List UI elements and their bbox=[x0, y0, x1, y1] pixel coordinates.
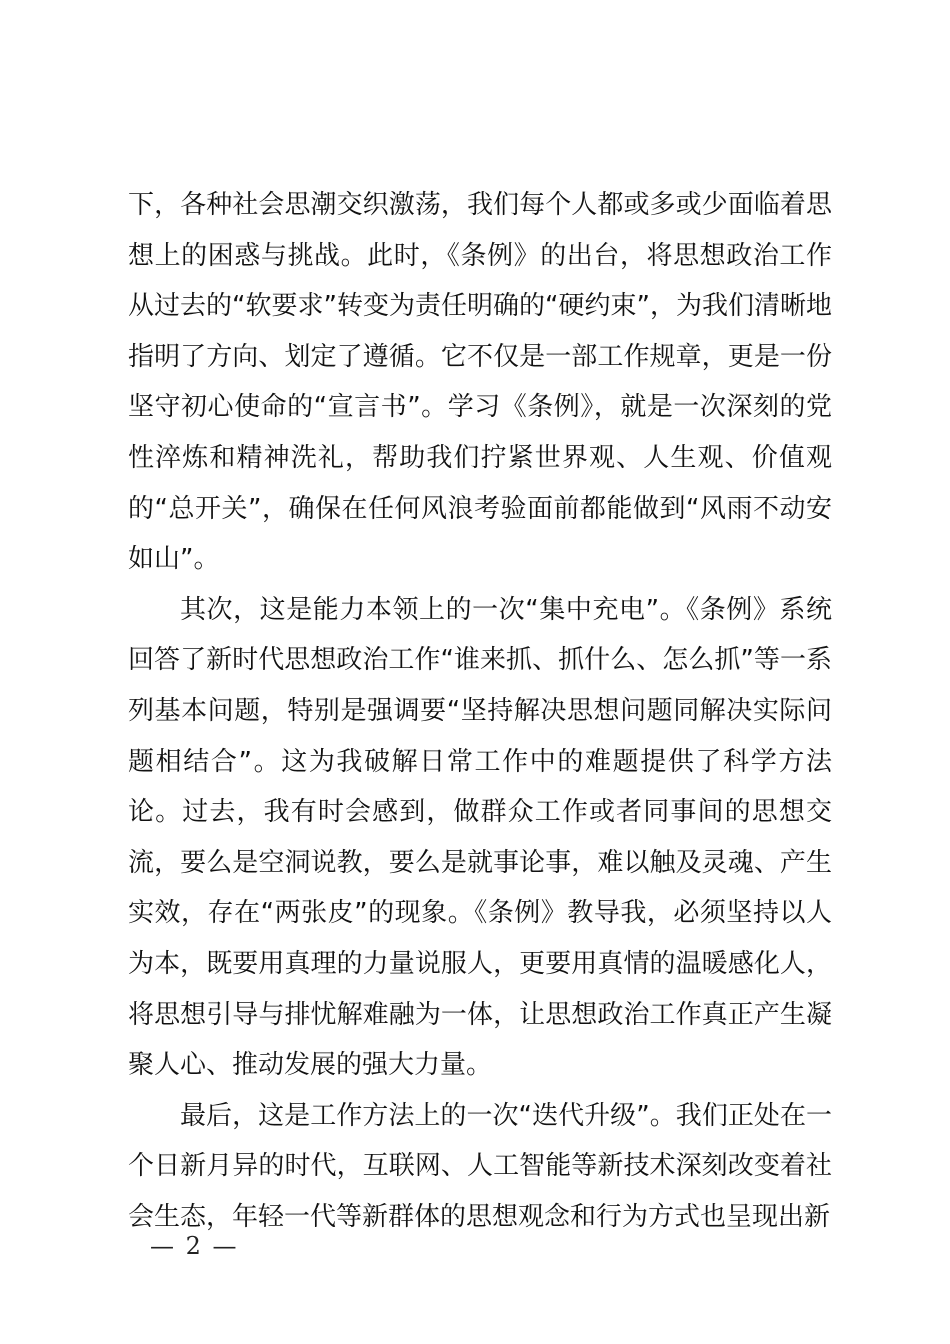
paragraph-second-point: 其次，这是能力本领上的一次“集中充电”。《条例》系统回答了新时代思想政治工作“谁来抓、抓什么、怎么抓”等一系列基本问题，特别是强调要“坚持解决思想问题同解决实际问题相结合”。这为我破解日常工作中的难题提供了科学方法论。过去，我有时会感到，做群众工作或者同事间的思想交流，要么是空洞说教，要么是就事论事，难以触及灵魂、产生实效，存在“两张皮”的现象。《条例》教导我，必须坚持以人为本，既要用真理的力量说服人，更要用真情的温暖感化人，将思想引导与排忧解难融为一体，让思想政治工作真正产生凝聚人心、推动发展的强大力量。 bbox=[128, 594, 832, 1081]
paragraph-last-point: 最后，这是工作方法上的一次“迭代升级”。我们正处在一个日新月异的时代，互联网、人工智能等新技术深刻改变着社会生态，年轻一代等新群体的思想观念和行为方式也呈现出新 bbox=[128, 1100, 832, 1232]
paragraph-continuation: 下，各种社会思潮交织激荡，我们每个人都或多或少面临着思想上的困惑与挑战。此时，《条例》的出台，将思想政治工作从过去的“软要求”转变为责任明确的“硬约束”，为我们清晰地指明了方向、划定了遵循。它不仅是一部工作规章，更是一份坚守初心使命的“宣言书”。学习《条例》，就是一次深刻的党性淬炼和精神洗礼，帮助我们拧紧世界观、人生观、价值观的“总开关”，确保在任何风浪考验面前都能做到“风雨不动安如山”。 bbox=[128, 190, 832, 575]
body-text bbox=[128, 180, 832, 1242]
page-number: — 2 — bbox=[150, 1232, 239, 1260]
